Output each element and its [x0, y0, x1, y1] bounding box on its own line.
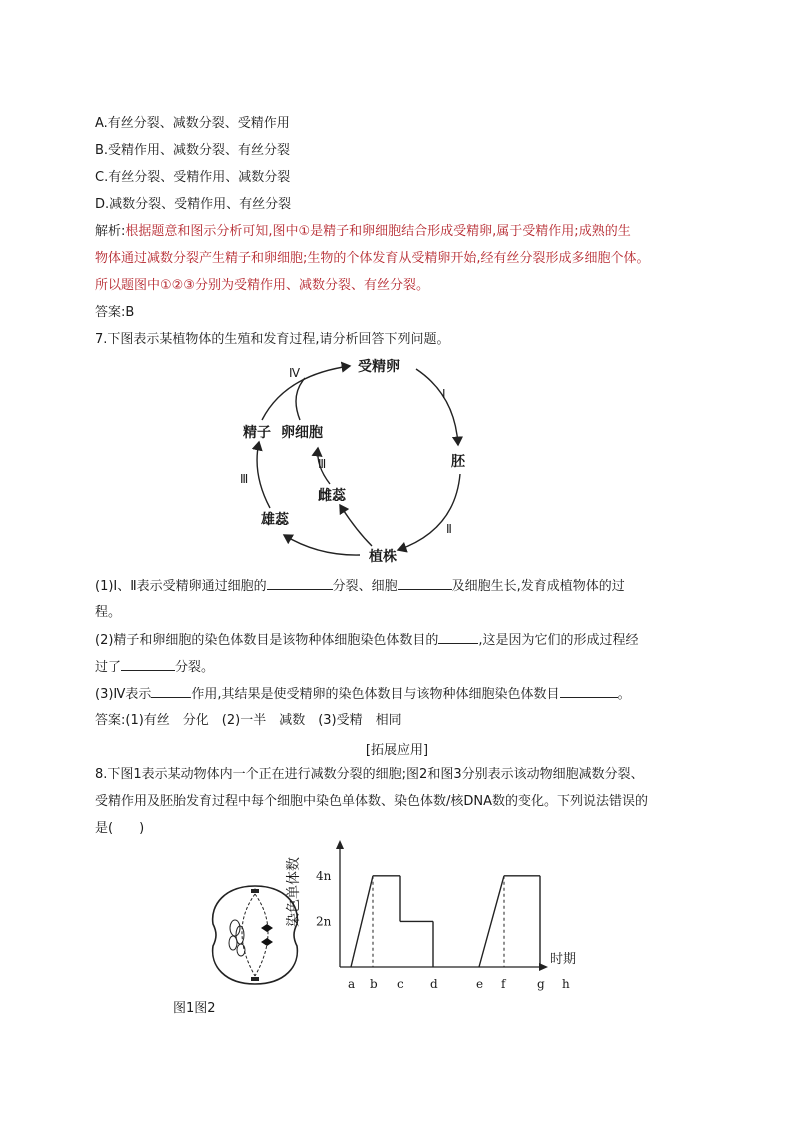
roman-3-left: Ⅲ	[240, 472, 249, 486]
analysis-line-2: 物体通过减数分裂产生精子和卵细胞;生物的个体发育从受精卵开始,经有丝分裂形成多细胞个体。	[95, 251, 650, 266]
q7-sub3-part-c: 。	[617, 687, 631, 702]
roman-2: Ⅱ	[446, 522, 452, 536]
arrow-embryo-to-plant	[398, 474, 460, 550]
q8-line-1: 8.下图1表示某动物体内一个正在进行减数分裂的细胞;图2和图3分别表示该动物细胞减数分裂、	[95, 767, 644, 782]
y-tick-4n: 4n	[316, 868, 332, 883]
q7-sub1-part-c: 及细胞生长,发育成植物体的过	[451, 579, 625, 594]
answer-6: 答案:B	[95, 305, 135, 320]
x-tick-d: d	[430, 977, 438, 991]
arrow-stamen-to-sperm	[257, 442, 270, 508]
analysis-label: 解析:	[95, 224, 126, 239]
blank-3	[438, 631, 478, 644]
x-tick-e: e	[476, 977, 484, 991]
series-segment-0	[351, 876, 373, 967]
x-tick-b: b	[370, 977, 378, 991]
figure-2-chart	[286, 835, 590, 1000]
label-embryo: 胚	[451, 454, 465, 470]
q7-sub1-part-a: (1)Ⅰ、Ⅱ表示受精卵通过细胞的	[95, 579, 267, 594]
option-c: C.有丝分裂、受精作用、减数分裂	[95, 170, 291, 185]
q7-sub2-part-c: 过了	[95, 660, 122, 675]
analysis-line-3: 所以题图中①②③分别为受精作用、减数分裂、有丝分裂。	[95, 278, 429, 293]
q8-line-2: 受精作用及胚胎发育过程中每个细胞中染色单体数、染色体数/核DNA数的变化。下列说法错误的	[95, 794, 649, 809]
blank-5	[151, 685, 191, 698]
figure-caption: 图1图2	[173, 1001, 216, 1016]
blank-4	[121, 658, 175, 671]
y-tick-2n: 2n	[316, 914, 332, 929]
q7-sub3-part-a: (3)Ⅳ表示	[95, 687, 152, 702]
arrow-plant-to-pistil	[340, 505, 372, 546]
option-d: D.减数分裂、受精作用、有丝分裂	[95, 197, 292, 212]
roman-4: Ⅳ	[289, 366, 301, 380]
arrow-plant-to-stamen	[284, 535, 360, 555]
x-axis-label: 时期	[550, 952, 577, 967]
series-segment-6	[479, 876, 504, 967]
option-a: A.有丝分裂、减数分裂、受精作用	[95, 116, 290, 131]
answer-7: 答案:(1)有丝 分化 (2)一半 减数 (3)受精 相同	[95, 713, 402, 728]
q7-stem: 7.下图表示某植物体的生殖和发育过程,请分析回答下列问题。	[95, 332, 450, 347]
label-egg-cell: 卵细胞	[281, 425, 323, 441]
x-tick-a: a	[348, 977, 356, 991]
label-sperm: 精子	[243, 425, 271, 441]
blank-6	[560, 685, 618, 698]
q7-sub2-part-b: ,这是因为它们的形成过程经	[478, 633, 639, 648]
q7-sub2-part-a: (2)精子和卵细胞的染色体数目是该物种体细胞染色体数目的	[95, 633, 439, 648]
x-tick-g: g	[537, 977, 545, 991]
q7-sub1-part-b: 分裂、细胞	[332, 579, 398, 594]
q7-sub3	[95, 685, 631, 704]
x-tick-c: c	[397, 977, 404, 991]
label-fertilized-egg: 受精卵	[358, 359, 400, 375]
label-plant: 植株	[369, 549, 397, 565]
arrow-egg-to-zygote	[296, 378, 305, 420]
label-stamen: 雄蕊	[261, 512, 289, 528]
roman-3-right: Ⅲ	[318, 457, 327, 471]
q7-sub3-part-b: 作用,其结果是使受精卵的染色体数目与该物种体细胞染色体数目	[191, 687, 560, 702]
section-heading: [拓展应用]	[365, 743, 429, 758]
blank-2	[398, 577, 452, 590]
q7-sub2-cont	[95, 658, 214, 677]
roman-1: Ⅰ	[442, 387, 446, 401]
analysis-text-1: 根据题意和图示分析可知,图中①是精子和卵细胞结合形成受精卵,属于受精作用;成熟的生	[125, 224, 631, 239]
blank-1	[267, 577, 333, 590]
label-pistil: 雌蕊	[318, 488, 346, 504]
y-axis-arrow	[336, 840, 344, 849]
q7-sub1	[95, 577, 625, 596]
option-b: B.受精作用、减数分裂、有丝分裂	[95, 143, 291, 158]
x-tick-h: h	[562, 977, 570, 991]
q7-sub2-part-d: 分裂。	[175, 660, 215, 675]
arrow-sperm-to-zygote	[262, 366, 350, 420]
x-tick-f: f	[501, 977, 506, 991]
arrow-zygote-to-embryo	[416, 369, 458, 445]
y-axis-label: 染色单体数	[286, 857, 302, 927]
q7-sub1-cont: 程。	[95, 605, 122, 620]
q7-sub2	[95, 631, 639, 650]
q8-line-3: 是( )	[95, 821, 145, 836]
